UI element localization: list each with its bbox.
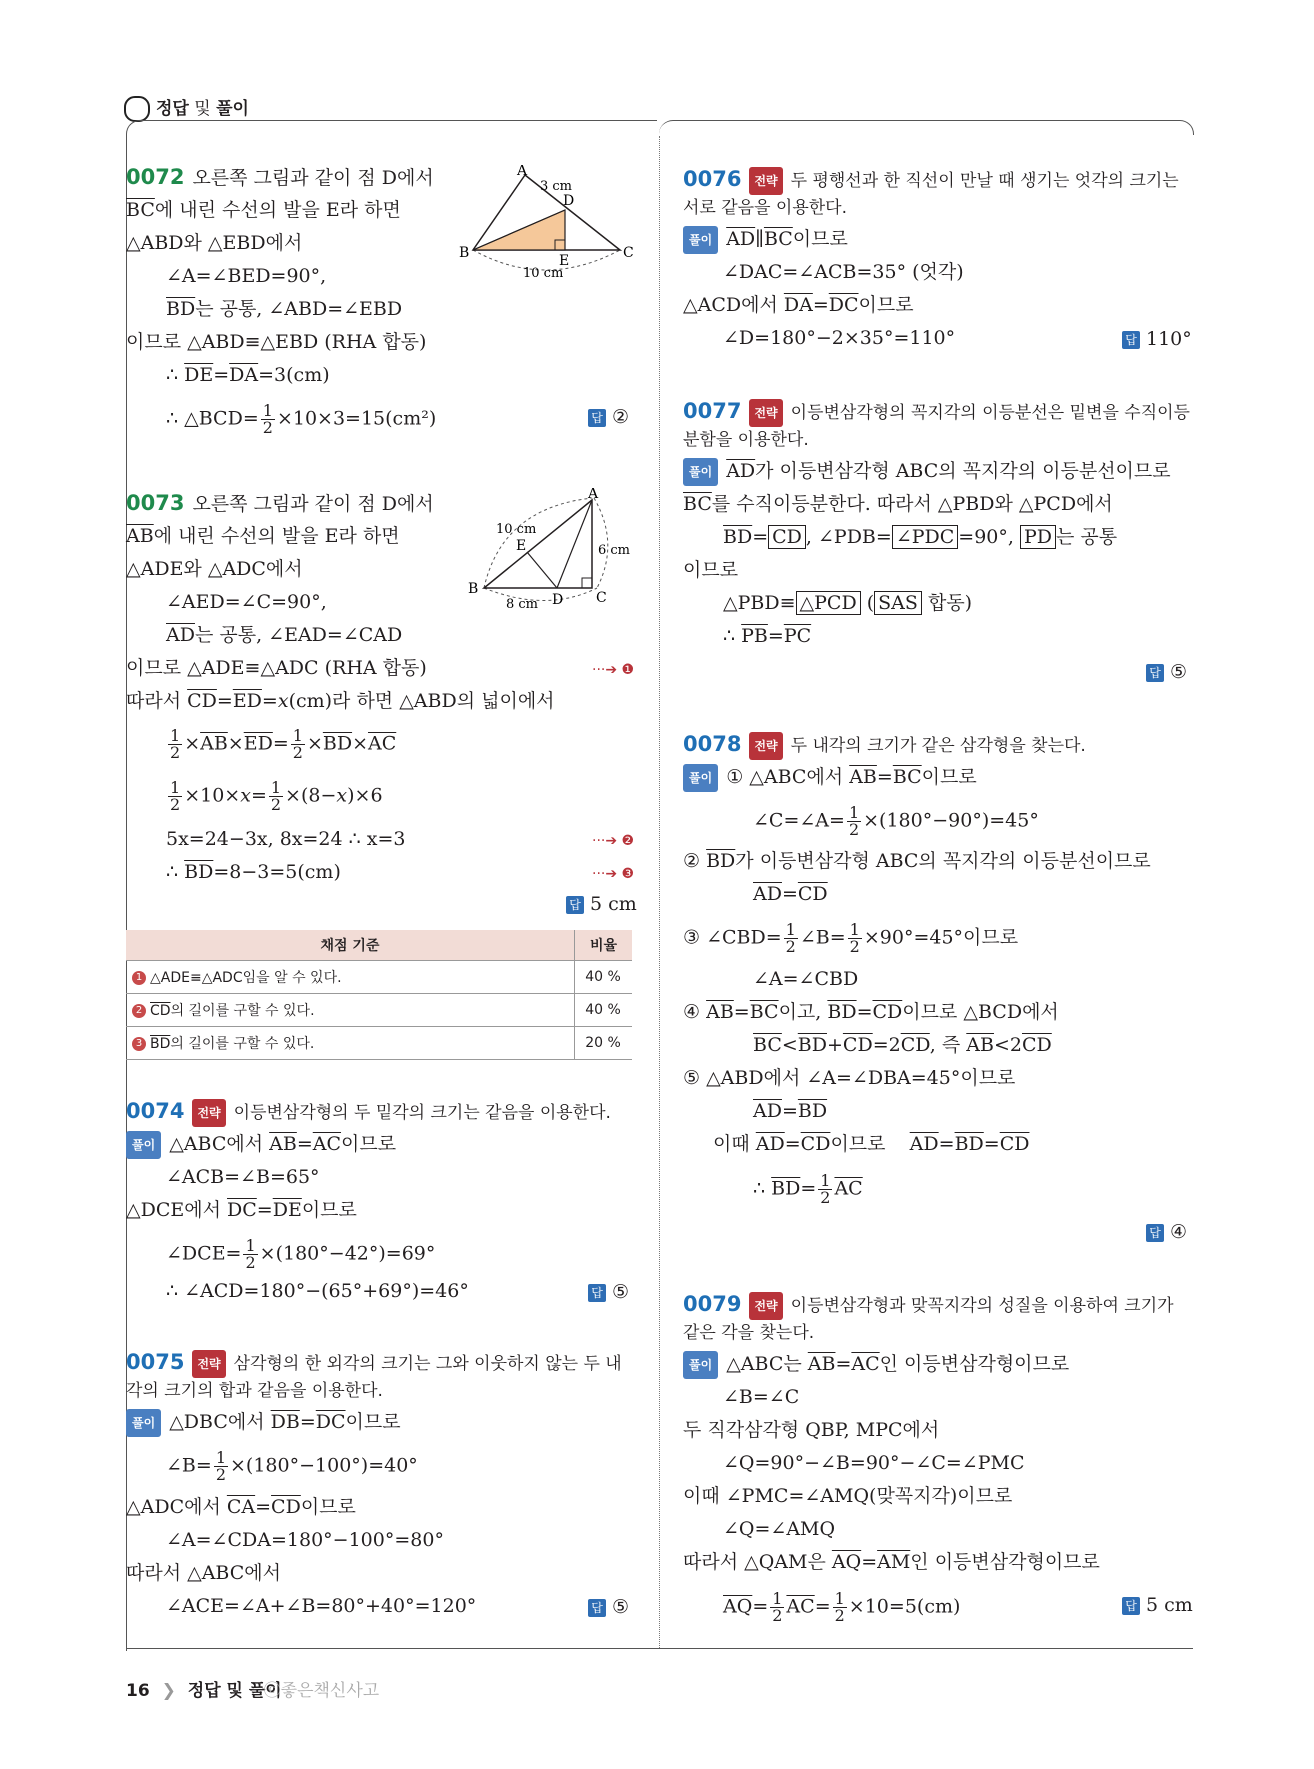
svg-text:D: D	[552, 592, 564, 608]
answer-0072: 답 ②	[588, 406, 629, 428]
answer-icon: 답	[588, 1284, 606, 1302]
solution-tag: 풀이	[126, 1409, 161, 1437]
figure-0072	[455, 165, 635, 285]
answer-icon: 답	[1122, 1597, 1140, 1615]
svg-text:E: E	[516, 538, 527, 554]
answer-0079: 답 5 cm	[1122, 1594, 1193, 1616]
solution-tag: 풀이	[683, 226, 718, 254]
solution-tag: 풀이	[683, 458, 718, 486]
page-number: 16	[126, 1681, 150, 1701]
svg-text:D: D	[563, 193, 575, 209]
answer-icon: 답	[1122, 331, 1140, 349]
solution-tag: 풀이	[683, 764, 718, 792]
table-row: 1 △ADE≡△ADC임을 알 수 있다. 40 %	[126, 961, 632, 994]
answer-0077: 답 ⑤	[1146, 661, 1187, 683]
answer-0076: 답 110°	[1122, 328, 1192, 350]
answer-icon: 답	[588, 409, 606, 427]
problem-number: 0077	[683, 399, 742, 423]
strategy-tag: 전략	[749, 732, 782, 760]
svg-text:A: A	[588, 488, 599, 502]
svg-text:B: B	[459, 245, 470, 261]
scoring-table: 채점 기준 비율 1 △ADE≡△ADC임을 알 수 있다. 40 % 2 $\overline{CD}$의 길이를 구할 수 있다. 40 % 3 $\overline{BD}$의 길이를 구할 수 있다. 20 %	[126, 930, 632, 1060]
strategy-tag: 전략	[749, 1292, 782, 1320]
svg-text:C: C	[596, 590, 607, 606]
page-footer	[126, 1676, 379, 1701]
table-row: 3 $\overline{BD}$의 길이를 구할 수 있다. 20 %	[126, 1027, 632, 1060]
answer-icon: 답	[1146, 1224, 1164, 1242]
svg-text:B: B	[468, 581, 479, 597]
svg-text:C: C	[623, 245, 634, 261]
answer-0078: 답 ④	[1146, 1221, 1187, 1243]
svg-text:8 cm: 8 cm	[506, 597, 539, 612]
mark-1: ···➔ ❶	[592, 662, 635, 678]
mascot-icon	[124, 96, 150, 122]
problem-number: 0073	[126, 491, 185, 515]
answer-icon: 답	[566, 896, 584, 914]
problem-number: 0076	[683, 167, 742, 191]
answer-icon: 답	[1146, 664, 1164, 682]
answer-0073: 답 5 cm	[566, 893, 637, 915]
mark-3: ···➔ ❸	[592, 866, 635, 882]
svg-text:E: E	[559, 253, 570, 269]
strategy-tag: 전략	[192, 1099, 225, 1127]
problem-number: 0078	[683, 732, 742, 756]
page-header: 정답 및 풀이	[128, 94, 249, 122]
column-divider	[659, 136, 660, 1648]
table-row: 2 $\overline{CD}$의 길이를 구할 수 있다. 40 %	[126, 994, 632, 1027]
right-frame	[659, 120, 1194, 135]
mark-2: ···➔ ❷	[592, 833, 635, 849]
strategy-tag: 전략	[749, 167, 782, 195]
answer-0074: 답 ⑤	[588, 1281, 629, 1303]
problem-number: 0072	[126, 165, 185, 189]
svg-text:3 cm: 3 cm	[540, 179, 573, 194]
publisher-watermark: ⓒ좋은책신사고	[263, 1681, 380, 1701]
section-title: 정답 및 풀이	[187, 1681, 282, 1701]
answer-0075: 답 ⑤	[588, 1596, 629, 1618]
svg-text:A: A	[517, 165, 528, 179]
svg-text:6 cm: 6 cm	[598, 543, 631, 558]
svg-text:10 cm: 10 cm	[523, 266, 564, 281]
answer-icon: 답	[588, 1599, 606, 1617]
solution-tag: 풀이	[683, 1351, 718, 1379]
svg-text:10 cm: 10 cm	[496, 522, 537, 537]
strategy-tag: 전략	[749, 399, 782, 427]
problem-number: 0079	[683, 1292, 742, 1316]
figure-0073	[462, 488, 637, 613]
solution-tag: 풀이	[126, 1131, 161, 1159]
chevron-right-icon: ❯	[161, 1681, 176, 1701]
problem-number: 0074	[126, 1099, 185, 1123]
problem-number: 0075	[126, 1350, 185, 1374]
bottom-rule	[126, 1648, 1193, 1649]
strategy-tag: 전략	[192, 1350, 225, 1378]
